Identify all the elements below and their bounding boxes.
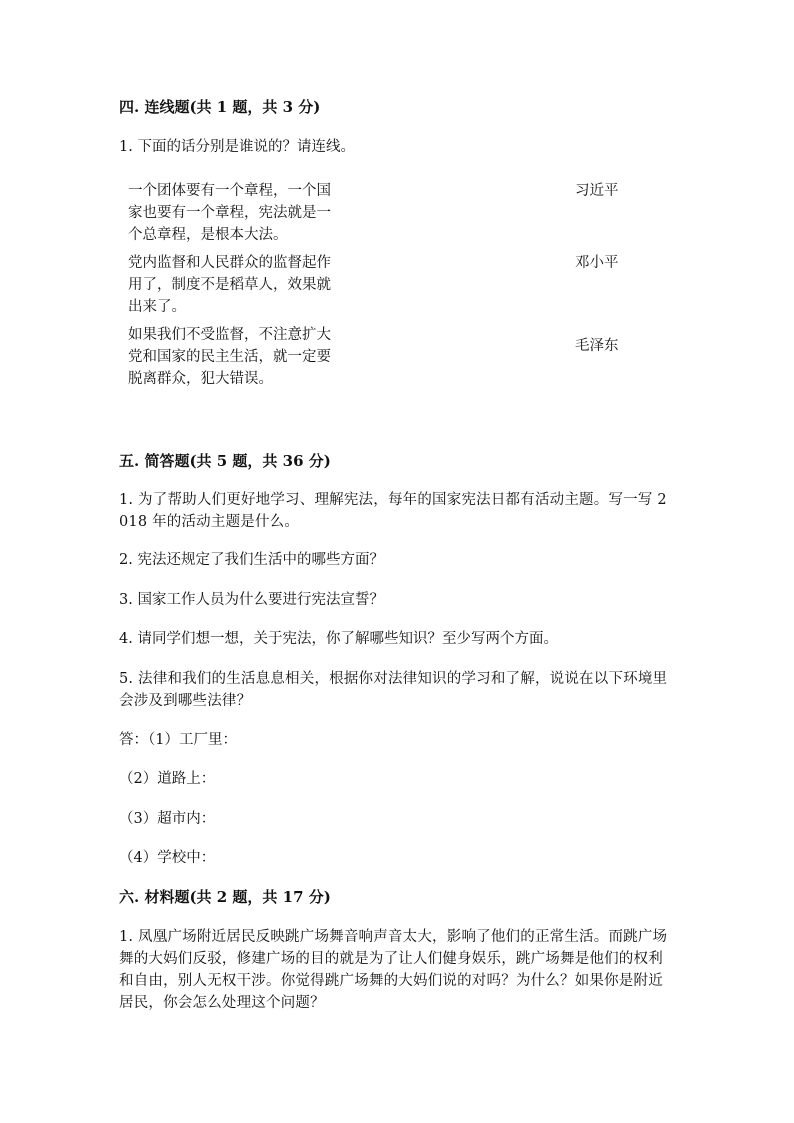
section4-heading: 四. 连线题(共 1 题，共 3 分) <box>119 98 321 116</box>
match-right-item-1: 习近平 <box>575 183 619 199</box>
section6-heading: 六. 材料题(共 2 题，共 17 分) <box>119 888 331 906</box>
section5-question-2: 2. 宪法还规定了我们生活中的哪些方面？ <box>119 552 384 568</box>
match-right-item-2: 邓小平 <box>575 255 619 271</box>
section4-question: 1. 下面的话分别是谁说的？请连线。 <box>119 139 355 155</box>
answer-line-3: （3）超市内： <box>119 811 216 827</box>
answer-line-4: （4）学校中： <box>119 850 216 866</box>
section5-heading: 五. 简答题(共 5 题，共 36 分) <box>119 452 331 470</box>
answer-line-2: （2）道路上： <box>119 771 216 787</box>
match-right-item-3: 毛泽东 <box>575 338 619 354</box>
section5-question-5: 5. 法律和我们的生活息息相关，根据你对法律知识的学习和了解，说说在以下环境里会涉及到哪些法律？ <box>119 671 668 709</box>
section6-question-1: 1. 凤凰广场附近居民反映跳广场舞音响声音太大，影响了他们的正常生活。而跳广场舞的大妈们反驳，修建广场的目的就是为了让人们健身娱乐，跳广场舞是他们的权利和自由，别人无权干涉。你觉得跳广场舞的大妈们说的对吗？为什么？如果你是附近居民，你会怎么处理这个问题？ <box>119 929 668 1011</box>
match-left-item-2: 党内监督和人民群众的监督起作用了，制度不是稻草人，效果就出来了。 <box>128 255 331 315</box>
match-left-item-3: 如果我们不受监督，不注意扩大党和国家的民主生活，就一定要脱离群众，犯大错误。 <box>128 327 331 387</box>
section5-question-4: 4. 请同学们想一想，关于宪法，你了解哪些知识？至少写两个方面。 <box>119 631 558 647</box>
section5-question-3: 3. 国家工作人员为什么要进行宪法宣誓？ <box>119 592 384 608</box>
section5-question-1: 1. 为了帮助人们更好地学习、理解宪法，每年的国家宪法日都有活动主题。写一写 2018 年的活动主题是什么。 <box>119 492 667 530</box>
answer-line-1: 答：（1）工厂里： <box>119 732 237 748</box>
match-left-item-1: 一个团体要有一个章程，一个国家也要有一个章程，宪法就是一个总章程，是根本大法。 <box>128 183 331 243</box>
